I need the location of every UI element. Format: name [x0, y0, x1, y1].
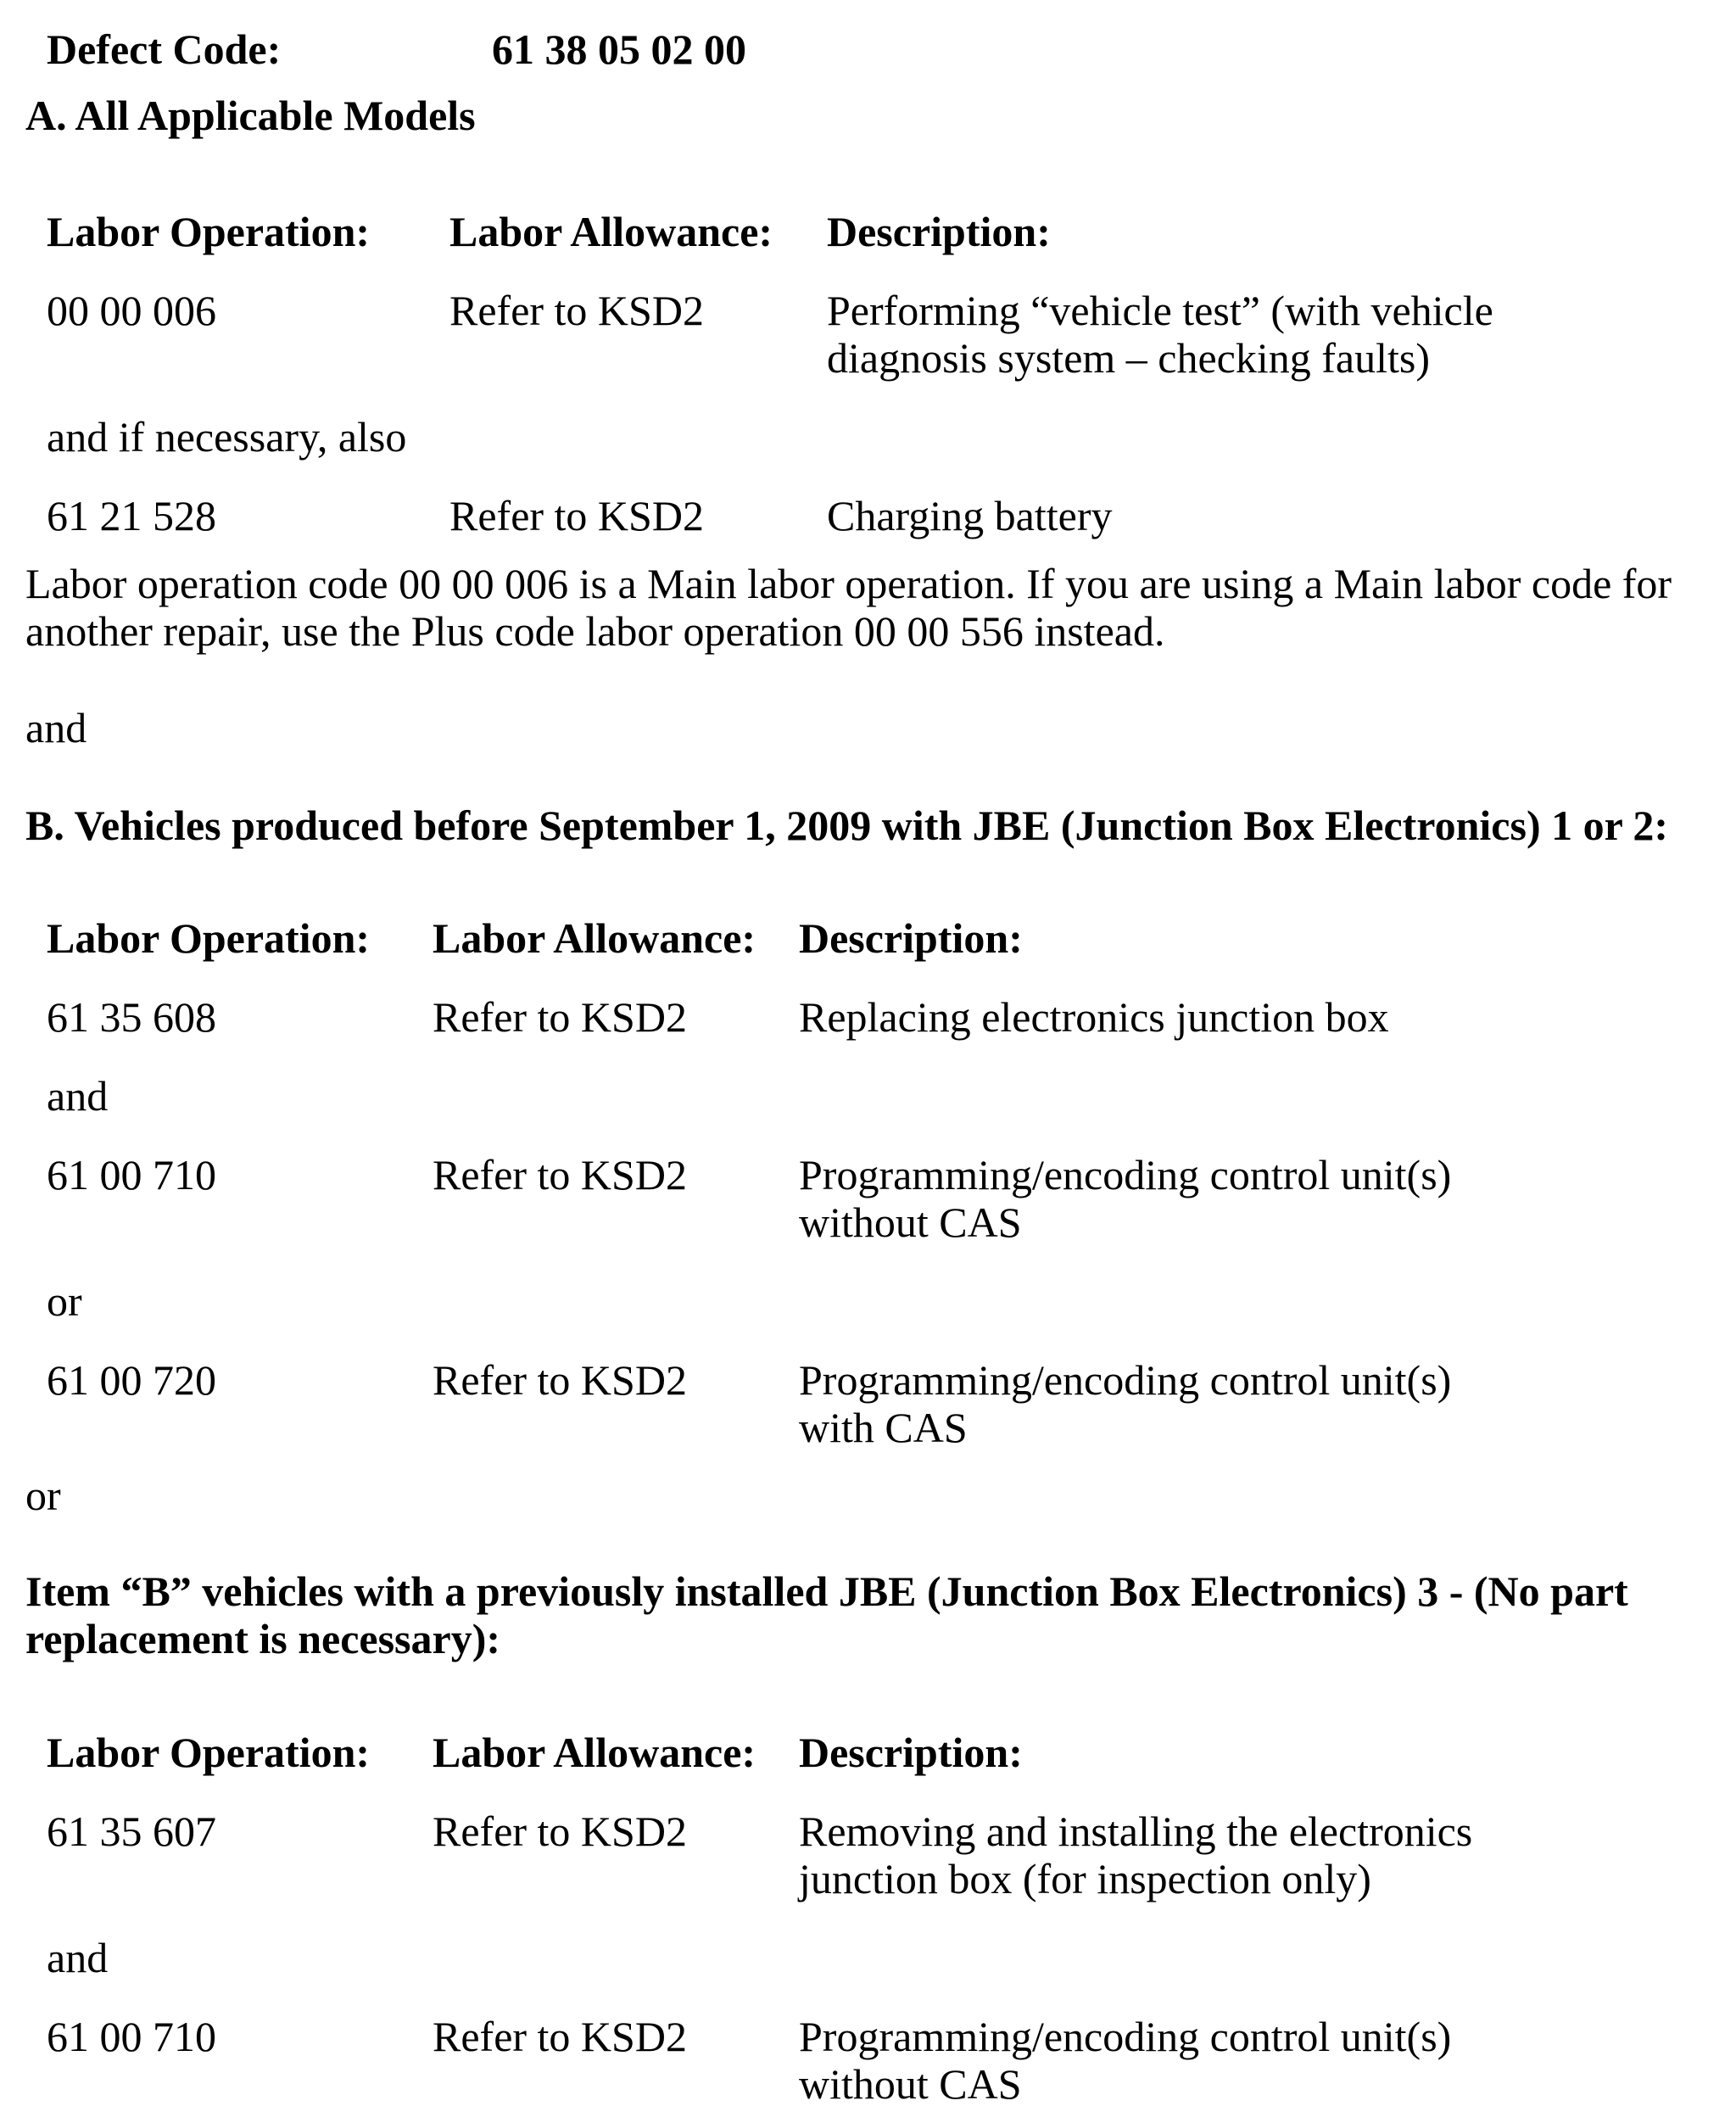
section-b-row-2-op: 61 00 710 [47, 1151, 216, 1198]
section-a-header-allowance: Labor Allowance: [449, 208, 773, 255]
section-a-row-2-allowance: Refer to KSD2 [449, 492, 704, 539]
section-c-row-2-desc-line2: without CAS [799, 2060, 1022, 2108]
section-a-row-1-desc-line2: diagnosis system – checking faults) [827, 334, 1430, 382]
or-between-sections: or [25, 1472, 61, 1519]
section-b-row-3-desc-line1: Programming/encoding control unit(s) [799, 1356, 1452, 1404]
section-b-row-1-desc-line1: Replacing electronics junction box [799, 993, 1389, 1041]
section-c-row-1-desc-line1: Removing and installing the electronics [799, 1807, 1473, 1855]
defect-code-value: 61 38 05 02 00 [492, 25, 746, 73]
section-a-row-2-op: 61 21 528 [47, 492, 216, 539]
section-a-connector: and if necessary, also [47, 413, 407, 461]
section-c-title-line2: replacement is necessary): [25, 1615, 501, 1662]
section-c-row-2-allowance: Refer to KSD2 [433, 2013, 687, 2060]
section-b-connector-and: and [47, 1072, 109, 1120]
section-b-row-2-allowance: Refer to KSD2 [433, 1151, 687, 1198]
section-c-row-2-op: 61 00 710 [47, 2013, 216, 2060]
section-c-header-description: Description: [799, 1729, 1023, 1776]
section-c-connector: and [47, 1934, 109, 1981]
section-c-header-operation: Labor Operation: [47, 1729, 371, 1776]
section-b-header-operation: Labor Operation: [47, 914, 371, 962]
section-a-row-2-desc-line1: Charging battery [827, 492, 1113, 539]
section-b-row-3-desc-line2: with CAS [799, 1404, 968, 1451]
section-a-row-1-op: 00 00 006 [47, 287, 216, 334]
section-a-note-line1: Labor operation code 00 00 006 is a Main labor operation. If you are using a Main labor code for [25, 560, 1672, 607]
section-b-row-3-op: 61 00 720 [47, 1356, 216, 1404]
section-b-row-1-allowance: Refer to KSD2 [433, 993, 687, 1041]
section-a-note-line2: another repair, use the Plus code labor operation 00 00 556 instead. [25, 607, 1165, 655]
section-b-header-allowance: Labor Allowance: [433, 914, 756, 962]
section-c-header-allowance: Labor Allowance: [433, 1729, 756, 1776]
section-c-title-line1: Item “B” vehicles with a previously installed JBE (Junction Box Electronics) 3 - (No part [25, 1567, 1628, 1615]
section-c-row-1-desc-line2: junction box (for inspection only) [799, 1855, 1371, 1902]
section-b-row-2-desc-line2: without CAS [799, 1198, 1022, 1246]
section-a-title: A. All Applicable Models [25, 92, 476, 139]
section-a-row-1-allowance: Refer to KSD2 [449, 287, 704, 334]
section-a-header-description: Description: [827, 208, 1051, 255]
and-between-sections: and [25, 704, 87, 751]
section-b-row-3-allowance: Refer to KSD2 [433, 1356, 687, 1404]
section-c-row-2-desc-line1: Programming/encoding control unit(s) [799, 2013, 1452, 2060]
section-b-connector-or: or [47, 1277, 82, 1325]
section-b-row-1-op: 61 35 608 [47, 993, 216, 1041]
section-c-row-1-allowance: Refer to KSD2 [433, 1807, 687, 1855]
section-c-row-1-op: 61 35 607 [47, 1807, 216, 1855]
section-a-header-operation: Labor Operation: [47, 208, 371, 255]
section-a-row-1-desc-line1: Performing “vehicle test” (with vehicle [827, 287, 1493, 334]
defect-code-label: Defect Code: [47, 25, 282, 73]
section-b-row-2-desc-line1: Programming/encoding control unit(s) [799, 1151, 1452, 1198]
section-b-title: B. Vehicles produced before September 1, 2009 with JBE (Junction Box Electronics) 1 or 2: [25, 802, 1669, 849]
section-b-header-description: Description: [799, 914, 1023, 962]
